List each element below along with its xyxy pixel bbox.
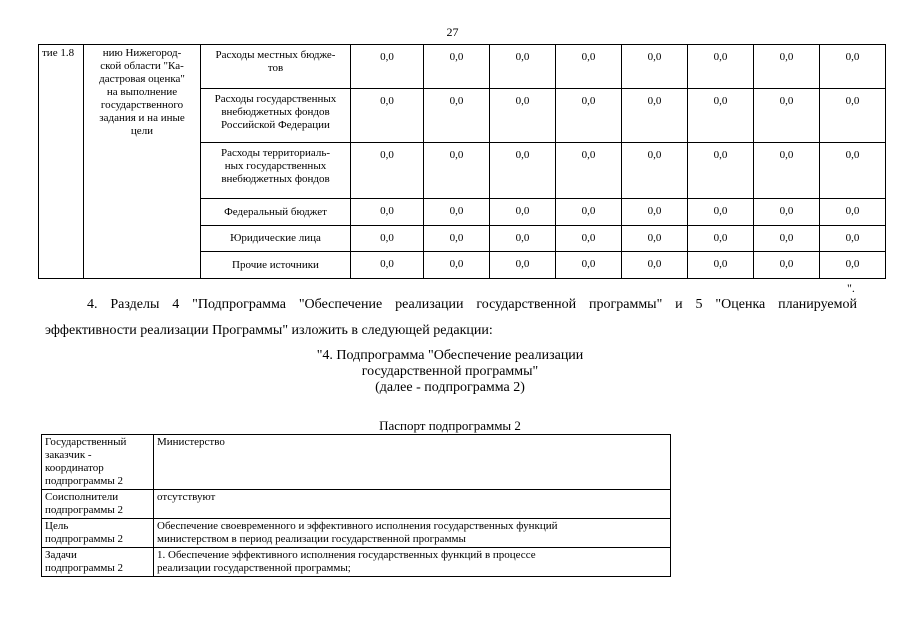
value-cell: 0,0 [820,45,886,89]
value-cell: 0,0 [688,143,754,199]
passport-title: Паспорт подпрограммы 2 [379,418,521,433]
value-cell: 0,0 [490,143,556,199]
value-cell: 0,0 [424,143,490,199]
value-cell: 0,0 [490,45,556,89]
value-cell: 0,0 [688,226,754,252]
value-cell: 0,0 [556,226,622,252]
funding-source: Федеральный бюджет [201,199,351,226]
value-cell: 0,0 [820,143,886,199]
value-cell: 0,0 [754,89,820,143]
heading-line-3: (далее - подпрограмма 2) [375,380,525,395]
value-cell: 0,0 [688,45,754,89]
value-cell: 0,0 [820,199,886,226]
funding-source: Расходы территориаль- ных государственных внебюджетных фондов [201,143,351,199]
funding-source: Прочие источники [201,252,351,279]
funding-source: Расходы местных бюдже- тов [201,45,351,89]
passport-value: Обеспечение своевременного и эффективного исполнения государственных функций министерством в период реализации государственной программы [154,519,671,548]
value-cell: 0,0 [754,143,820,199]
quote-end: ". [847,281,855,295]
value-cell: 0,0 [556,143,622,199]
value-cell: 0,0 [688,199,754,226]
subprogram-heading [250,348,650,396]
passport-label: Соисполнители подпрограммы 2 [42,490,154,519]
row-number: тие 1.8 [39,45,84,279]
value-cell: 0,0 [424,89,490,143]
passport-label: Задачи подпрограммы 2 [42,548,154,577]
value-cell: 0,0 [351,252,424,279]
value-cell: 0,0 [351,226,424,252]
value-cell: 0,0 [688,89,754,143]
funding-source: Юридические лица [201,226,351,252]
value-cell: 0,0 [556,252,622,279]
paragraph-line-1: 4. Разделы 4 "Подпрограмма "Обеспечение реализации государственной программы" и 5 "Оценка планируемой [87,297,857,312]
value-cell: 0,0 [754,45,820,89]
value-cell: 0,0 [622,226,688,252]
value-cell: 0,0 [622,143,688,199]
passport-row [42,490,671,519]
budget-table [38,44,886,279]
value-cell: 0,0 [351,45,424,89]
value-cell: 0,0 [556,89,622,143]
value-cell: 0,0 [622,252,688,279]
value-cell: 0,0 [754,252,820,279]
passport-label: Государственный заказчик - координатор подпрограммы 2 [42,435,154,490]
value-cell: 0,0 [820,252,886,279]
passport-table [41,434,671,577]
passport-label: Цель подпрограммы 2 [42,519,154,548]
value-cell: 0,0 [490,226,556,252]
value-cell: 0,0 [490,252,556,279]
heading-line-1: "4. Подпрограмма "Обеспечение реализации [316,348,584,363]
value-cell: 0,0 [424,226,490,252]
heading-line-2: государственной программы" [361,364,539,379]
value-cell: 0,0 [424,199,490,226]
value-cell: 0,0 [622,199,688,226]
value-cell: 0,0 [754,199,820,226]
paragraph-line-2: эффективности реализации Программы" изложить в следующей редакции: [45,323,493,338]
value-cell: 0,0 [490,89,556,143]
page-number: 27 [446,25,459,39]
passport-row [42,548,671,577]
funding-source: Расходы государственных внебюджетных фондов Российской Федерации [201,89,351,143]
value-cell: 0,0 [351,143,424,199]
passport-row [42,519,671,548]
value-cell: 0,0 [622,89,688,143]
value-cell: 0,0 [424,252,490,279]
measure-name: нию Нижегород- ской области "Ка- дастровая оценка" на выполнение государственного задания и на иные цели [84,45,201,279]
value-cell: 0,0 [688,252,754,279]
value-cell: 0,0 [622,45,688,89]
passport-value: Министерство [154,435,671,490]
value-cell: 0,0 [351,199,424,226]
passport-row [42,435,671,490]
value-cell: 0,0 [556,45,622,89]
value-cell: 0,0 [424,45,490,89]
value-cell: 0,0 [351,89,424,143]
value-cell: 0,0 [556,199,622,226]
passport-value: 1. Обеспечение эффективного исполнения государственных функций в процессе реализации государственной программы; [154,548,671,577]
budget-row [39,45,886,89]
value-cell: 0,0 [820,89,886,143]
value-cell: 0,0 [490,199,556,226]
value-cell: 0,0 [820,226,886,252]
passport-value: отсутствуют [154,490,671,519]
value-cell: 0,0 [754,226,820,252]
